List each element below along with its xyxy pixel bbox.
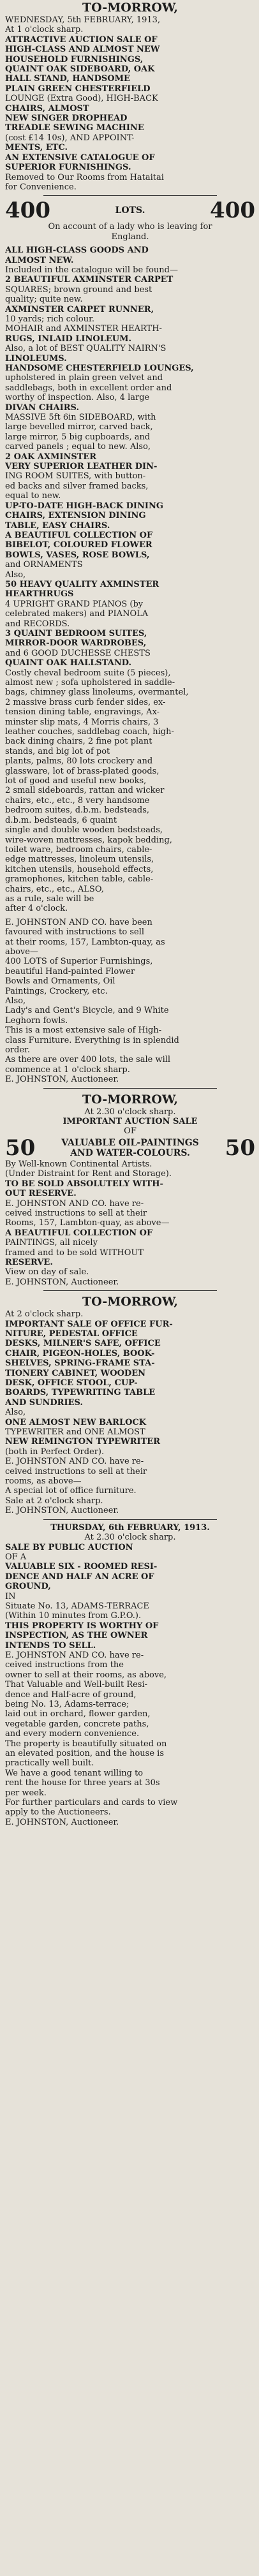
- notice-1-line: HOUSEHOLD FURNISHINGS,: [5, 54, 144, 64]
- lots-banner: [5, 199, 255, 222]
- catalogue-line: Also,: [5, 570, 26, 580]
- notice-4-line: OF A: [5, 1552, 27, 1562]
- catalogue-line: TABLE, EASY CHAIRS.: [5, 520, 110, 531]
- notice-2-line: framed and to be sold WITHOUT: [5, 1248, 144, 1258]
- catalogue-line: bedroom suites, d.b.m. bedsteads,: [5, 806, 150, 816]
- catalogue-line: large mirror, 5 big cupboards, and: [5, 432, 151, 442]
- notice-1-line: HALL STAND, HANDSOME: [5, 74, 130, 84]
- notice-2-line: By Well-known Continental Artists.: [5, 1159, 152, 1169]
- catalogue-line: LINOLEUMS.: [5, 353, 67, 364]
- catalogue-line: UP-TO-DATE HIGH-BACK DINING: [5, 501, 163, 511]
- notice-2-line: RESERVE.: [5, 1257, 53, 1267]
- notice-3-line: DESKS, MILNER'S SAFE, OFFICE: [5, 1339, 161, 1349]
- catalogue-line: ALMOST NEW.: [5, 255, 74, 265]
- notice-1-line: NEW SINGER DROPHEAD: [5, 114, 128, 124]
- notice-2-line: OUT RESERVE.: [5, 1189, 77, 1199]
- notice-2-line: E. JOHNSTON, Auctioneer.: [5, 1277, 119, 1287]
- johnston-1-line: Bowls and Ornaments, Oil: [5, 976, 115, 987]
- catalogue-line: celebrated makers) and PIANOLA: [5, 609, 149, 619]
- notice-1-line: SUPERIOR FURNISHINGS.: [5, 163, 131, 173]
- notice-4-line: per week.: [5, 1788, 47, 1798]
- notice-1-line: Removed to Our Rooms from Hataitai: [5, 172, 164, 182]
- notice-4-line: apply to the Auctioneers.: [5, 1807, 111, 1818]
- fifty-left: 50: [5, 1135, 36, 1161]
- notice-3-line: (both in Perfect Order).: [5, 1446, 105, 1457]
- notice-4-line: VALUABLE SIX - ROOMED RESI-: [5, 1562, 158, 1572]
- divider: [43, 1290, 217, 1291]
- catalogue-line: 10 yards; rich colour.: [5, 314, 95, 324]
- catalogue-line: carved panels ; equal to new. Also,: [5, 442, 151, 452]
- catalogue-line: MOHAIR and AXMINSTER HEARTH-: [5, 324, 162, 334]
- notice-4-line: For further particulars and cards to view: [5, 1798, 178, 1808]
- catalogue-line: VERY SUPERIOR LEATHER DIN-: [5, 462, 158, 472]
- notice-3-line: CHAIR, PIGEON-HOLES, BOOK-: [5, 1348, 155, 1358]
- catalogue-line: HANDSOME CHESTERFIELD LOUNGES,: [5, 364, 194, 373]
- catalogue-line: single and double wooden bedsteads,: [5, 825, 163, 835]
- catalogue-line: leather couches, saddlebag coach, high-: [5, 727, 174, 737]
- notice-3-line: E. JOHNSTON, Auctioneer.: [5, 1506, 119, 1516]
- notice-1-line: HIGH-CLASS AND ALMOST NEW: [5, 45, 160, 55]
- notice-4-line: INTENDS TO SELL.: [5, 1640, 96, 1651]
- lots-right: 400: [210, 198, 255, 224]
- notice-3-line: TYPEWRITER and ONE ALMOST: [5, 1427, 145, 1438]
- catalogue-line: 3 QUAINT BEDROOM SUITES,: [5, 628, 147, 638]
- notice-1-line: MENTS, ETC.: [5, 143, 68, 153]
- notice-3-line: NITURE, PEDESTAL OFFICE: [5, 1328, 138, 1339]
- notice-1-line: LOUNGE (Extra Good), HIGH-BACK: [5, 94, 158, 104]
- notice-4-line: E. JOHNSTON, Auctioneer.: [5, 1817, 119, 1827]
- notice-3-header: TO-MORROW,: [82, 1295, 178, 1309]
- catalogue-line: ING ROOM SUITES, with button-: [5, 471, 146, 482]
- notice-3-line: At 2 o'clock sharp.: [5, 1309, 84, 1320]
- notice-4-line: DENCE AND HALF AN ACRE OF: [5, 1571, 154, 1582]
- notice-1-lines: [5, 15, 255, 192]
- notice-2-header: TO-MORROW,: [82, 1092, 178, 1107]
- johnston-1-line: favoured with instructions to sell: [5, 927, 145, 938]
- notice-4-line: The property is beautifully situated on: [5, 1739, 167, 1749]
- catalogue-line: minster slip mats, 4 Morris chairs, 3: [5, 717, 159, 727]
- johnston-1-line: Lady's and Gent's Bicycle, and 9 White: [5, 1006, 169, 1016]
- johnston-1-line: This is a most extensive sale of High-: [5, 1026, 162, 1036]
- notice-2-lines: [5, 1159, 255, 1287]
- notice-3-line: E. JOHNSTON AND CO. have re-: [5, 1457, 144, 1467]
- notice-3-line: rooms, as above—: [5, 1476, 82, 1487]
- catalogue-line: almost new ; sofa upholstered in saddle-: [5, 678, 175, 688]
- notice-2-line: ceived instructions to sell at their: [5, 1208, 147, 1218]
- notice-2-of: OF: [124, 1126, 137, 1137]
- notice-1-line: QUAINT OAK SIDEBOARD, OAK: [5, 64, 155, 75]
- catalogue-line: 2 OAK AXMINSTER: [5, 452, 97, 462]
- johnston-1-line: E. JOHNSTON, Auctioneer.: [5, 1075, 119, 1085]
- notice-3-lines: [5, 1309, 255, 1516]
- notice-4-line: Situate No. 13, ADAMS-TERRACE: [5, 1601, 149, 1611]
- valuable-label: VALUABLE OIL-PAINTINGS: [61, 1137, 199, 1148]
- catalogue-line: 4 UPRIGHT GRAND PIANOS (by: [5, 599, 144, 609]
- notice-4-line: ceived instructions from the: [5, 1660, 124, 1670]
- notice-2-line: PAINTINGS, all nicely: [5, 1238, 98, 1248]
- notice-3-line: SHELVES, SPRING-FRAME STA-: [5, 1358, 155, 1369]
- notice-2-line: Rooms, 157, Lambton-quay, as above—: [5, 1218, 170, 1228]
- notice-4-line: an elevated position, and the house is: [5, 1749, 164, 1759]
- notice-1-line: ATTRACTIVE AUCTION SALE OF: [5, 34, 158, 45]
- catalogue-line: quality; quite new.: [5, 295, 83, 305]
- johnston-1-line: Also,: [5, 996, 26, 1006]
- notice-2-line: (Under Distraint for Rent and Storage).: [5, 1169, 172, 1179]
- notice-1-line: PLAIN GREEN CHESTERFIELD: [5, 84, 151, 94]
- catalogue-line: A BEAUTIFUL COLLECTION OF: [5, 530, 153, 540]
- catalogue-line: after 4 o'clock.: [5, 904, 68, 914]
- notice-4-line: THIS PROPERTY IS WORTHY OF: [5, 1621, 159, 1631]
- lots-left: 400: [5, 198, 50, 224]
- catalogue-line: plants, palms, 80 lots crockery and: [5, 756, 153, 767]
- catalogue-line: 2 BEAUTIFUL AXMINSTER CARPET: [5, 275, 174, 285]
- notice-4-line: rent the house for three years at 30s: [5, 1778, 160, 1788]
- notice-3-line: IMPORTANT SALE OF OFFICE FUR-: [5, 1319, 173, 1329]
- catalogue-line: large bevelled mirror, carved back,: [5, 422, 153, 432]
- notice-1-line: At 1 o'clock sharp.: [5, 25, 84, 35]
- lots-caption-b: England.: [111, 232, 149, 242]
- catalogue-line: d.b.m. bedsteads, 6 quaint: [5, 815, 117, 825]
- catalogue-line: ed backs and silver framed backs,: [5, 481, 149, 491]
- notice-2-line: E. JOHNSTON AND CO. have re-: [5, 1198, 144, 1209]
- catalogue-line: tension dining table, engravings, Ax-: [5, 707, 160, 718]
- notice-2-sub: IMPORTANT AUCTION SALE: [63, 1117, 198, 1127]
- lots-caption-a: On account of a lady who is leaving for: [48, 222, 212, 232]
- catalogue-line: CHAIRS, EXTENSION DINING: [5, 511, 146, 521]
- notice-4-line: (Within 10 minutes from G.P.O.).: [5, 1611, 142, 1621]
- notice-4-time: At 2.30 o'clock sharp.: [84, 1533, 176, 1543]
- johnston-1-line: order.: [5, 1045, 30, 1056]
- catalogue-line: RUGS, INLAID LINOLEUM.: [5, 334, 132, 344]
- catalogue-line: 2 massive brass curb fender sides, ex-: [5, 697, 166, 707]
- catalogue-line: AXMINSTER CARPET RUNNER,: [5, 304, 154, 314]
- catalogue-line: equal to new.: [5, 491, 61, 501]
- catalogue-line: BIBELOT, COLOURED FLOWER: [5, 540, 152, 550]
- notice-4-line: dence and Half-acre of ground,: [5, 1689, 137, 1700]
- catalogue-line: QUAINT OAK HALLSTAND.: [5, 658, 132, 668]
- notice-4-lines: [5, 1543, 255, 1828]
- notice-1-line: (cost £14 10s), AND APPOINT-: [5, 133, 135, 143]
- divider: [43, 195, 217, 196]
- catalogue-line: as a rule, sale will be: [5, 894, 94, 904]
- notice-1-line: AN EXTENSIVE CATALOGUE OF: [5, 152, 155, 163]
- notice-4-line: INSPECTION, AS THE OWNER: [5, 1631, 148, 1641]
- notice-4-line: SALE BY PUBLIC AUCTION: [5, 1542, 133, 1552]
- catalogue-line: MIRROR-DOOR WARDROBES,: [5, 638, 147, 649]
- catalogue-line: Costly cheval bedroom suite (5 pieces),: [5, 668, 171, 678]
- catalogue-line: and ORNAMENTS: [5, 560, 83, 570]
- johnston-1-line: Paintings, Crockery, etc.: [5, 986, 108, 996]
- catalogue-line: Also, a lot of BEST QUALITY NAIRN'S: [5, 344, 166, 354]
- notice-2-line: A BEAUTIFUL COLLECTION OF: [5, 1228, 153, 1238]
- catalogue-line: HEARTHRUGS: [5, 589, 74, 600]
- johnston-notice-1: [5, 918, 255, 1085]
- catalogue-line: and 6 GOOD DUCHESSE CHESTS: [5, 648, 151, 658]
- notice-2-line: TO BE SOLD ABSOLUTELY WITH-: [5, 1179, 163, 1189]
- catalogue-line: chairs, etc., etc., ALSO,: [5, 884, 104, 894]
- notice-3-line: Sale at 2 o'clock sharp.: [5, 1496, 103, 1506]
- catalogue-line: kitchen utensils, household effects,: [5, 864, 154, 874]
- notice-1-line: CHAIRS, ALMOST: [5, 103, 89, 114]
- catalogue-line: worthy of inspection. Also, 4 large: [5, 393, 150, 403]
- catalogue-line: stands, and big lot of pot: [5, 746, 110, 756]
- notice-1-line: for Convenience.: [5, 182, 77, 192]
- notice-3-line: AND SUNDRIES.: [5, 1397, 83, 1408]
- catalogue-line: edge mattresses, linoleum utensils,: [5, 855, 154, 865]
- catalogue-line: chairs, etc., etc., 8 very handsome: [5, 795, 150, 806]
- johnston-1-line: 400 LOTS of Superior Furnishings,: [5, 957, 153, 967]
- notice-2-line: View on day of sale.: [5, 1267, 89, 1277]
- notice-4-line: laid out in orchard, flower garden,: [5, 1709, 151, 1719]
- catalogue-line: MASSIVE 5ft 6in SIDEBOARD, with: [5, 413, 156, 423]
- notice-4-line: and every modern convenience.: [5, 1729, 140, 1739]
- notice-3-line: BOARDS, TYPEWRITING TABLE: [5, 1388, 156, 1398]
- johnston-1-line: Leghorn fowls.: [5, 1015, 68, 1026]
- catalogue-line: glassware, lot of brass-plated goods,: [5, 766, 159, 776]
- notice-4-line: IN: [5, 1591, 16, 1601]
- notice-3-line: DESK, OFFICE STOOL, CUP-: [5, 1378, 138, 1388]
- catalogue-line: SQUARES; brown ground and best: [5, 284, 152, 295]
- water-label: AND WATER-COLOURS.: [70, 1147, 190, 1158]
- catalogue-line: toilet ware, bedroom chairs, cable-: [5, 844, 152, 855]
- notice-2-time: At 2.30 o'clock sharp.: [84, 1107, 176, 1117]
- catalogue-line: lot of good and useful new books,: [5, 776, 147, 786]
- johnston-1-line: E. JOHNSTON AND CO. have been: [5, 917, 152, 927]
- fifty-banner: [5, 1137, 255, 1159]
- johnston-1-line: above—: [5, 946, 38, 957]
- lots-label: LOTS.: [115, 205, 145, 216]
- notice-4-date: THURSDAY, 6th FEBRUARY, 1913.: [50, 1522, 210, 1533]
- notice-4-line: GROUND,: [5, 1582, 51, 1592]
- johnston-1-line: class Furniture. Everything is in splendid: [5, 1035, 179, 1045]
- divider: [43, 1088, 217, 1089]
- catalogue-line: 2 small sideboards, rattan and wicker: [5, 786, 165, 796]
- divider: [43, 1519, 217, 1520]
- notice-3-line: ceived instructions to sell at their: [5, 1466, 147, 1476]
- fifty-right: 50: [225, 1135, 255, 1161]
- catalogue-line: back dining chairs, 2 fine pot plant: [5, 737, 152, 747]
- catalogue-line: and RECORDS.: [5, 619, 70, 629]
- notice-3-line: TIONERY CABINET, WOODEN: [5, 1368, 145, 1378]
- notice-4-line: E. JOHNSTON AND CO. have re-: [5, 1650, 144, 1660]
- catalogue-line: upholstered in plain green velvet and: [5, 373, 163, 383]
- catalogue-line: saddlebags, both in excellent order and: [5, 383, 172, 393]
- catalogue-line: BOWLS, VASES, ROSE BOWLS,: [5, 550, 150, 560]
- notice-3-line: Also,: [5, 1408, 26, 1418]
- notice-1-line: TREADLE SEWING MACHINE: [5, 123, 144, 133]
- notice-4-line: vegetable garden, concrete paths,: [5, 1719, 149, 1729]
- notice-3-line: ONE ALMOST NEW BARLOCK: [5, 1417, 147, 1427]
- johnston-1-line: at their rooms, 157, Lambton-quay, as: [5, 937, 165, 947]
- catalogue-line: DIVAN CHAIRS.: [5, 402, 79, 413]
- notice-4-line: That Valuable and Well-built Resi-: [5, 1680, 148, 1690]
- johnston-1-line: beautiful Hand-painted Flower: [5, 966, 135, 976]
- notice-4-line: being No. 13, Adams-terrace;: [5, 1700, 130, 1709]
- johnston-1-line: As there are over 400 lots, the sale will: [5, 1055, 171, 1065]
- notice-4-line: We have a good tenant willing to: [5, 1768, 144, 1778]
- classified-column: [5, 0, 255, 1827]
- notice-3-line: NEW REMINGTON TYPEWRITER: [5, 1437, 161, 1447]
- catalogue-line: 50 HEAVY QUALITY AXMINSTER: [5, 579, 159, 589]
- notice-1-header: TO-MORROW,: [82, 1, 178, 15]
- notice-4-line: practically well built.: [5, 1758, 94, 1769]
- notice-3-line: A special lot of office furniture.: [5, 1486, 137, 1496]
- catalogue-line: ALL HIGH-CLASS GOODS AND: [5, 246, 149, 256]
- johnston-1-line: commence at 1 o'clock sharp.: [5, 1064, 130, 1075]
- notice-1-line: WEDNESDAY, 5th FEBRUARY, 1913,: [5, 15, 161, 25]
- catalogue-line: wire-woven mattresses, kapok bedding,: [5, 835, 172, 845]
- catalogue-line: Included in the catalogue will be found—: [5, 265, 178, 275]
- catalogue-lines: [5, 246, 255, 914]
- catalogue-line: gramophones, kitchen table, cable-: [5, 874, 154, 885]
- catalogue-line: bags, chimney glass linoleums, overmantel,: [5, 688, 189, 698]
- notice-4-line: owner to sell at their rooms, as above,: [5, 1670, 167, 1680]
